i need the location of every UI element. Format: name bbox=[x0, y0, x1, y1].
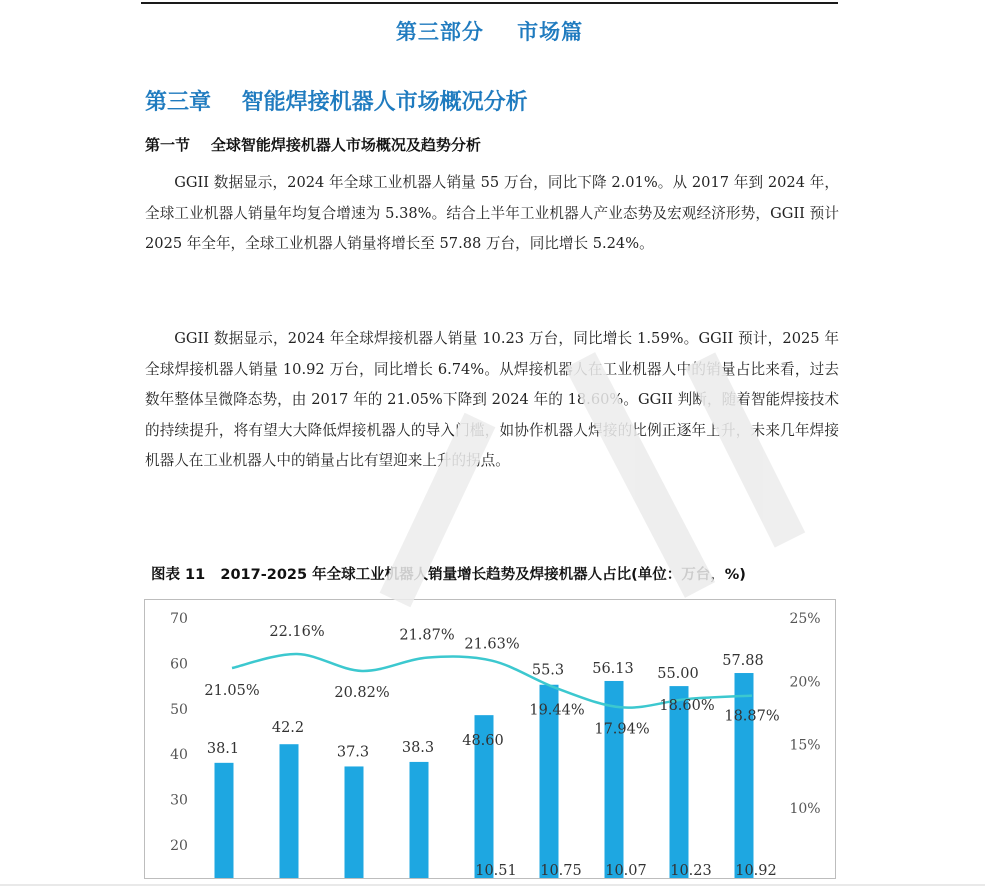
line-pct-label: 21.63% bbox=[464, 636, 520, 653]
weld-sales-label: 10.92 bbox=[735, 863, 777, 878]
chart-frame bbox=[144, 599, 836, 879]
bar-value-label: 42.2 bbox=[271, 720, 305, 737]
page-bottom-edge bbox=[0, 884, 985, 886]
line-pct-label: 18.87% bbox=[724, 708, 780, 725]
combo-chart bbox=[145, 600, 835, 878]
bar-value-label: 56.13 bbox=[592, 660, 634, 677]
left-axis-tick: 40 bbox=[170, 747, 188, 764]
sales-bar bbox=[735, 673, 754, 878]
sales-bar bbox=[345, 766, 364, 878]
bar-value-label: 38.1 bbox=[206, 740, 240, 757]
weld-sales-label: 10.51 bbox=[475, 863, 517, 878]
weld-sales-label: 10.07 bbox=[605, 863, 647, 878]
sales-bar bbox=[280, 744, 299, 878]
sales-bar bbox=[410, 762, 429, 878]
body-paragraph-2: GGII 数据显示，2024 年全球焊接机器人销量 10.23 万台，同比增长 1.59%。GGII 预计，2025 年全球焊接机器人销量 10.92 万台，同比增长 6.74%。从焊接机器人在工业机器人中的销量占比来看，过去数年整体呈微降态势，由 2017 年的 21.05%下降到 2024 年的 18.60%。GGII 判断，随着智能焊接技术的持续提升，将有望大大降低焊接机器人的导入门槛，如协作机器人焊接的比例正逐年上升，未来几年焊接机器人在工业机器人中的销量占比有望迎来上升的拐点。 bbox=[145, 330, 839, 469]
right-axis-tick: 10% bbox=[789, 801, 821, 817]
line-pct-label: 22.16% bbox=[269, 623, 325, 640]
line-pct-label: 19.44% bbox=[529, 702, 585, 719]
right-axis-tick: 20% bbox=[789, 674, 821, 691]
section-title: 第一节 全球智能焊接机器人市场概况及趋势分析 bbox=[145, 136, 481, 154]
part-title: 第三部分 市场篇 bbox=[395, 20, 584, 44]
left-axis-tick: 30 bbox=[170, 792, 188, 809]
line-pct-label: 17.94% bbox=[594, 721, 650, 738]
body-paragraph-1: GGII 数据显示，2024 年全球工业机器人销量 55 万台，同比下降 2.01%。从 2017 年到 2024 年，全球工业机器人销量年均复合增速为 5.38%。结合上半年工业机器人产业态势及宏观经济形势，GGII 预计 2025 年全年，全球工业机器人销量将增长至 57.88 万台，同比增长 5.24%。 bbox=[145, 174, 839, 252]
bar-value-label: 55.3 bbox=[531, 662, 565, 679]
sales-bar bbox=[670, 686, 689, 878]
line-pct-label: 18.60% bbox=[659, 698, 715, 715]
left-axis-tick: 50 bbox=[170, 701, 188, 718]
sales-bar bbox=[215, 763, 234, 878]
sales-bar bbox=[605, 681, 624, 878]
right-axis-tick: 25% bbox=[789, 611, 821, 627]
left-axis-tick: 60 bbox=[170, 656, 188, 673]
line-pct-label: 21.87% bbox=[399, 627, 455, 644]
header-rule bbox=[141, 2, 838, 4]
right-axis-tick: 15% bbox=[789, 737, 821, 754]
left-axis-tick: 70 bbox=[170, 611, 188, 627]
left-axis-tick: 20 bbox=[170, 838, 188, 854]
chapter-title: 第三章 智能焊接机器人市场概况分析 bbox=[145, 90, 528, 115]
figure-caption: 图表 11 2017-2025 年全球工业机器人销量增长趋势及焊接机器人占比(单位：万台，%) bbox=[151, 567, 746, 583]
weld-sales-label: 10.75 bbox=[540, 863, 582, 878]
bar-value-label: 57.88 bbox=[722, 653, 764, 670]
bar-value-label: 38.3 bbox=[401, 739, 435, 756]
bar-value-label: 37.3 bbox=[336, 744, 370, 761]
bar-value-label: 48.60 bbox=[462, 733, 504, 750]
bar-value-label: 55.00 bbox=[657, 666, 699, 683]
line-pct-label: 20.82% bbox=[334, 684, 390, 701]
line-pct-label: 21.05% bbox=[204, 683, 260, 700]
weld-sales-label: 10.23 bbox=[670, 863, 712, 878]
